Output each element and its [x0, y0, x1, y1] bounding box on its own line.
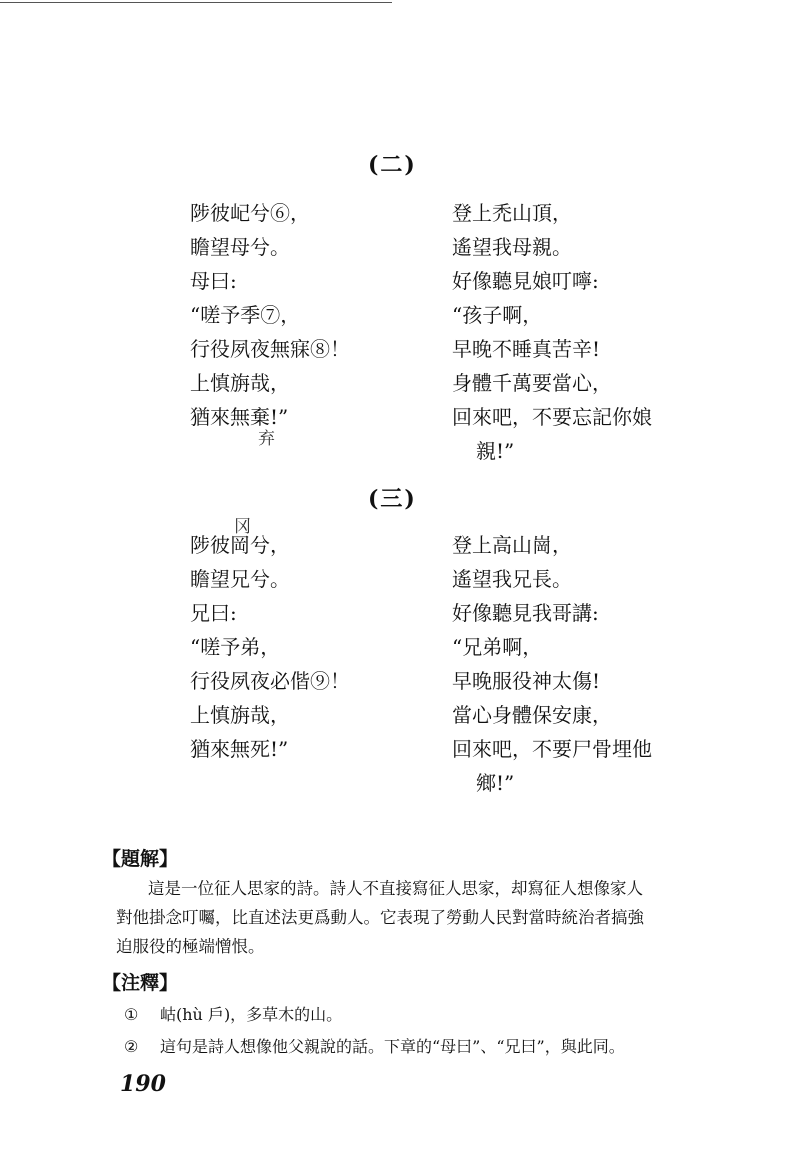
top-rule: [0, 2, 392, 3]
translation-line: 登上高山崗，: [452, 533, 572, 557]
poem-line: 上慎旃哉，: [190, 703, 290, 727]
translation-line: 鄉!”: [476, 771, 515, 795]
poem-line: 瞻望母兮。: [190, 235, 290, 259]
poem-line: “嗟予季⑦，: [190, 303, 301, 327]
note-text: 岵(hù 戶)，多草木的山。: [160, 1005, 343, 1024]
poem-line: 行役夙夜無寐⑧！: [190, 337, 350, 361]
translation-line: “孩子啊，: [452, 303, 543, 327]
explanation-heading: 【題解】: [102, 848, 179, 870]
translation-line: 好像聽見娘叮嚀:: [452, 269, 599, 293]
stanza-3-original: [190, 528, 350, 766]
note-number: ①: [124, 1005, 139, 1024]
note-text: 這句是詩人想像他父親說的話。下章的“母曰”、“兄曰”，與此同。: [160, 1037, 625, 1056]
poem-line: 陟彼岡兮，: [190, 533, 290, 557]
notes-heading: 【注釋】: [102, 972, 179, 994]
poem-line: 猶來無棄!”: [190, 405, 289, 429]
translation-line: 早晚不睡真苦辛!: [452, 337, 601, 361]
note-item: [124, 1034, 625, 1057]
handwritten-annotation: 冈: [234, 517, 251, 537]
poem-line: 行役夙夜必偕⑨！: [190, 669, 350, 693]
stanza-2-title: (二): [368, 152, 417, 178]
paragraph-line: 對他掛念叮囑，比直述法更爲動人。它表現了勞動人民對當時統治者搞強: [116, 908, 644, 927]
stanza-2-translation: [452, 196, 652, 468]
poem-line: 母曰:: [190, 269, 237, 293]
poem-line: “嗟予弟，: [190, 635, 281, 659]
poem-line: 猶來無死!”: [190, 737, 289, 761]
poem-line: 陟彼屺兮⑥，: [190, 201, 310, 225]
explanation-paragraph: [116, 874, 676, 961]
translation-line: 遙望我母親。: [452, 235, 572, 259]
poem-line: 瞻望兄兮。: [190, 567, 290, 591]
translation-line: 登上禿山頂，: [452, 201, 572, 225]
handwritten-annotation: 弃: [258, 429, 275, 449]
translation-line: 回來吧，不要尸骨埋他: [452, 737, 652, 761]
paragraph-line: 迫服役的極端憎恨。: [116, 937, 265, 956]
translation-line: 身體千萬要當心，: [452, 371, 612, 395]
translation-line: 好像聽見我哥講:: [452, 601, 599, 625]
poem-line: 上慎旃哉，: [190, 371, 290, 395]
page-number: 190: [120, 1071, 166, 1097]
translation-line: 早晚服役神太傷!: [452, 669, 601, 693]
translation-line: “兄弟啊，: [452, 635, 543, 659]
translation-line: 親!”: [476, 439, 515, 463]
note-number: ②: [124, 1037, 139, 1056]
translation-line: 回來吧，不要忘記你娘: [452, 405, 652, 429]
translation-line: 當心身體保安康，: [452, 703, 612, 727]
stanza-2-original: [190, 196, 350, 434]
translation-line: 遙望我兄長。: [452, 567, 572, 591]
poem-line: 兄曰:: [190, 601, 237, 625]
note-item: [124, 1002, 342, 1025]
stanza-3-title: (三): [368, 486, 417, 512]
stanza-3-translation: [452, 528, 652, 800]
paragraph-line: 這是一位征人思家的詩。詩人不直接寫征人思家，却寫征人想像家人: [148, 879, 643, 898]
